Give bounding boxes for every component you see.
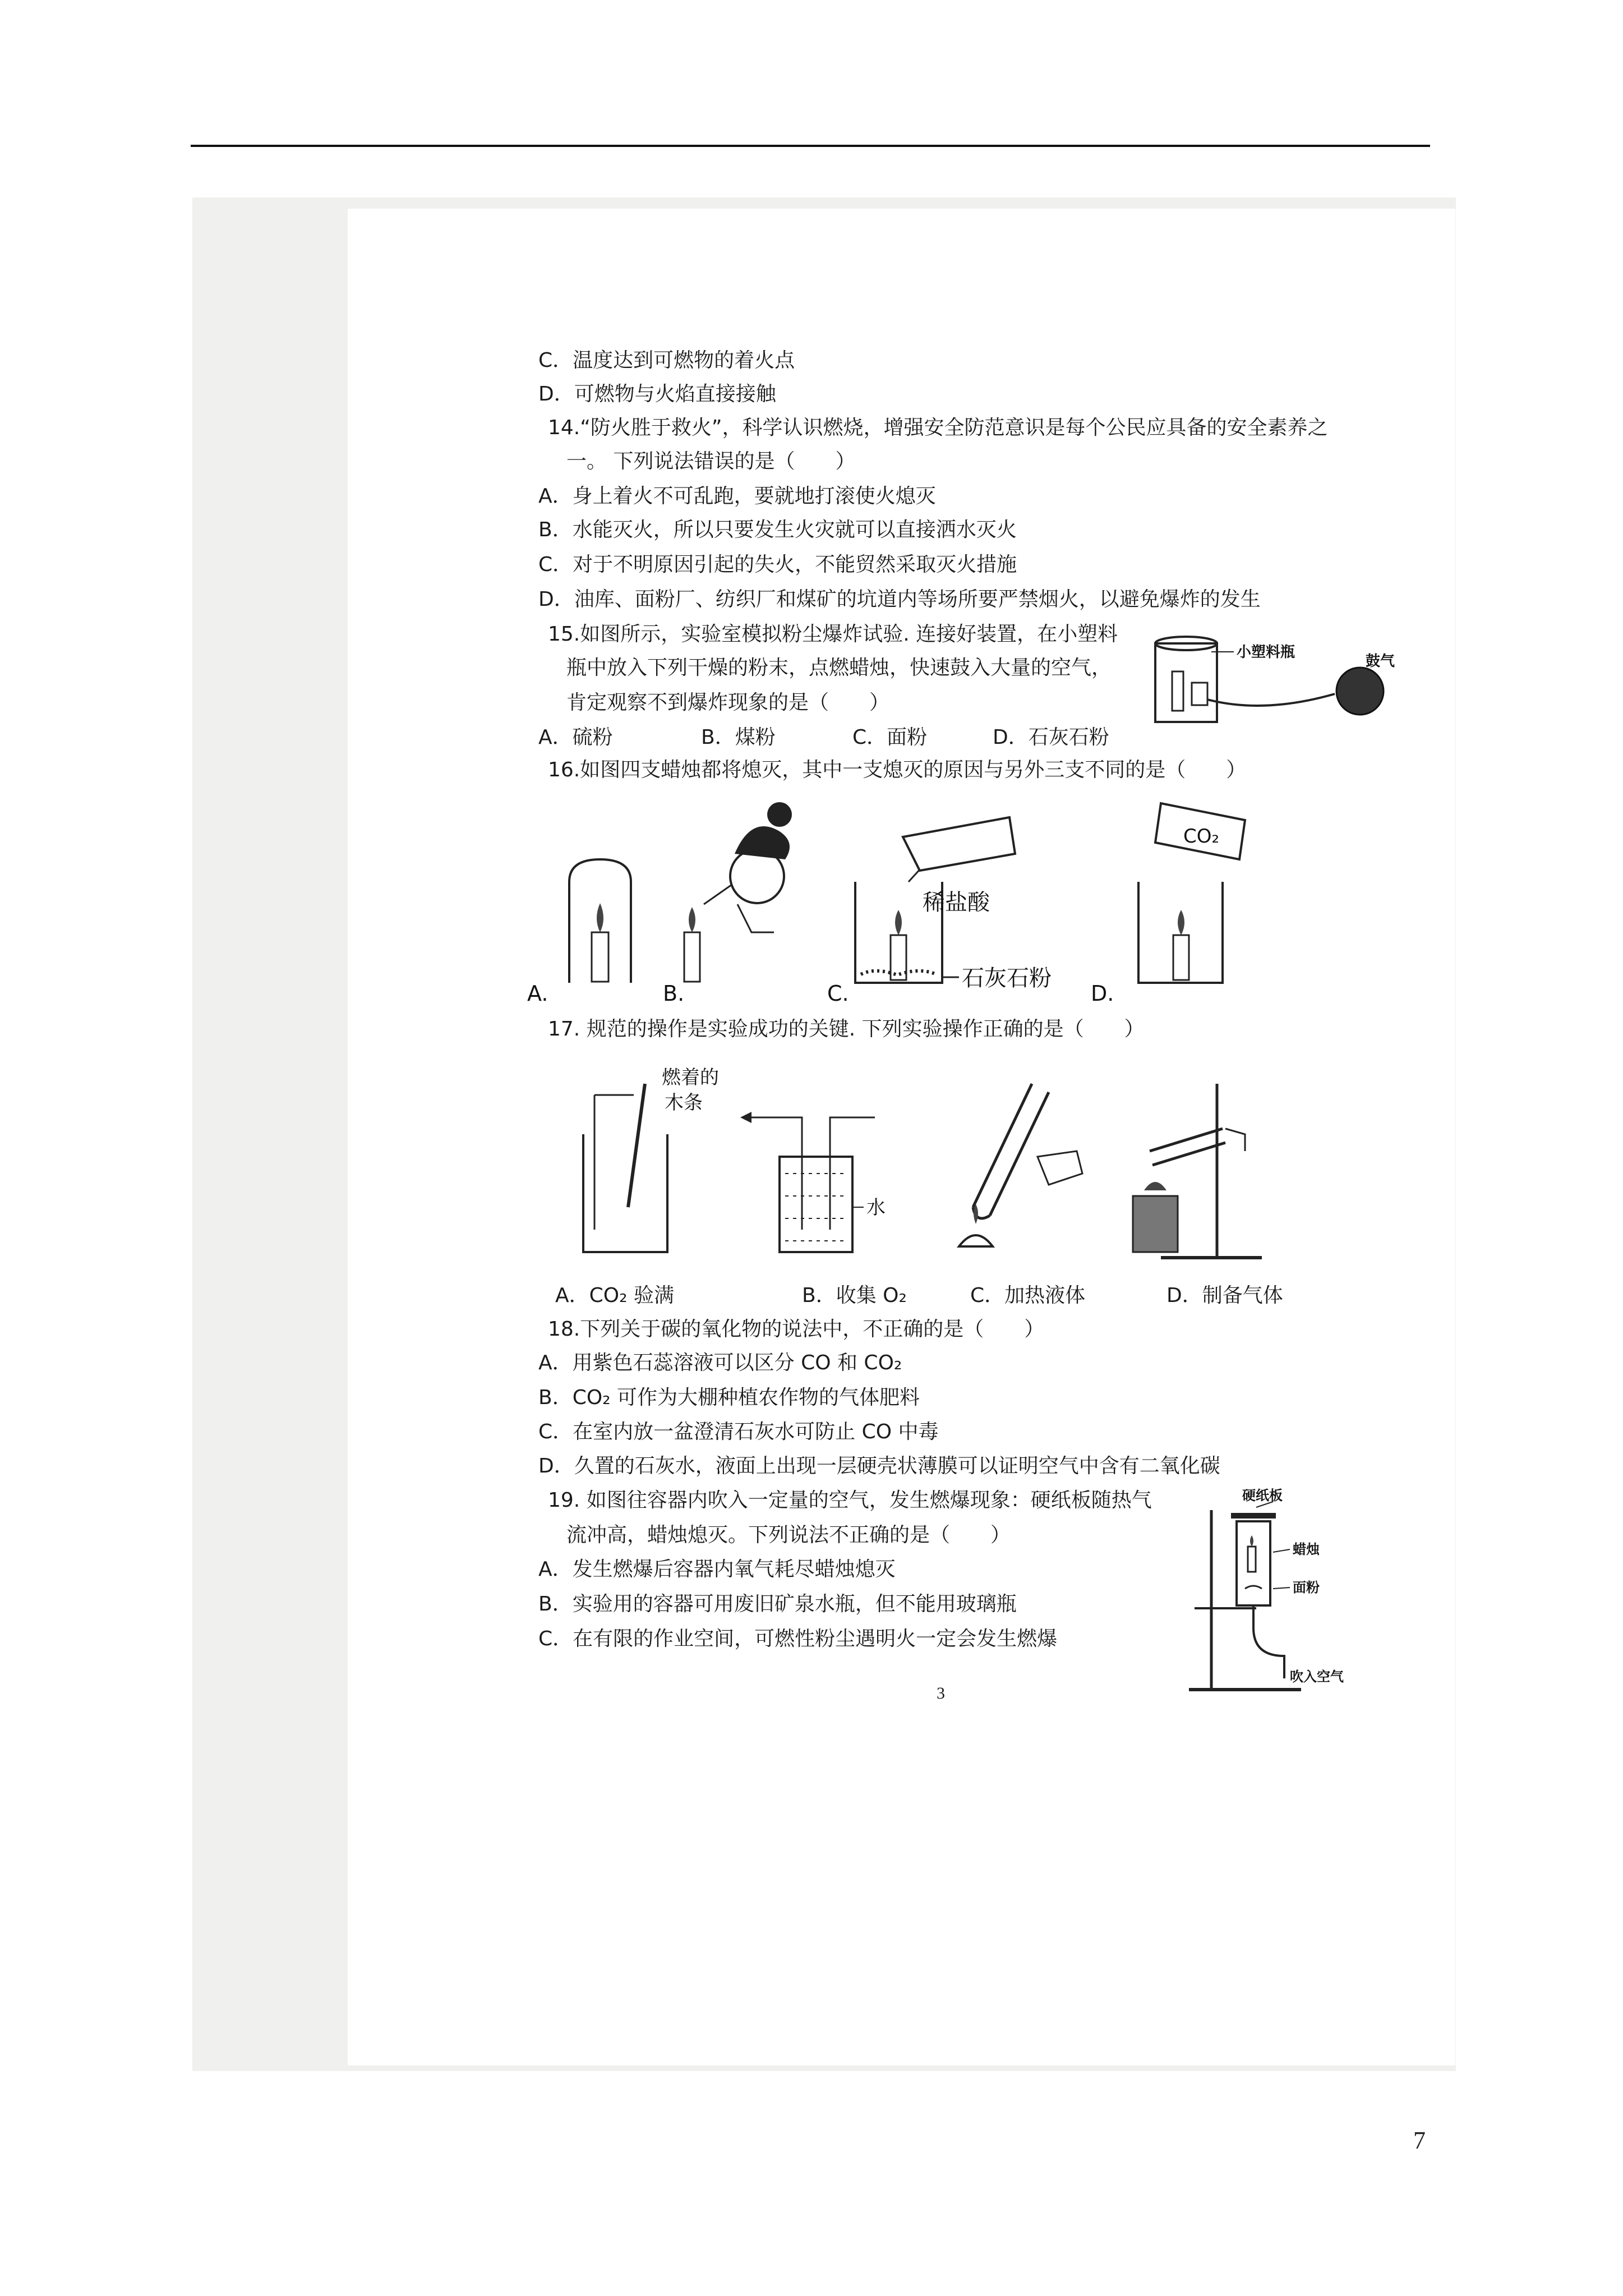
- q19-stem-line1: 19. 如图往容器内吹入一定量的空气，发生燃爆现象：硬纸板随热气: [548, 1489, 1152, 1512]
- q15-tube: [1207, 694, 1335, 706]
- q17-option-a: A．CO₂ 验满: [555, 1284, 674, 1307]
- q18-option-a: A．用紫色石蕊溶液可以区分 CO 和 CO₂: [538, 1351, 902, 1374]
- q17-fig-b: [740, 1112, 886, 1252]
- q13-option-c: C．温度达到可燃物的着火点: [538, 349, 795, 372]
- q16-candle-c: [855, 817, 1052, 991]
- q14-option-a: A．身上着火不可乱跑，要就地打滚使火熄灭: [538, 485, 936, 508]
- q19-cardboard: [1231, 1513, 1276, 1519]
- q19-label-candle: 蜡烛: [1293, 1542, 1320, 1557]
- q16-label-a: A.: [527, 981, 548, 1006]
- q16-stem: 16.如图四支蜡烛都将熄灭，其中一支熄灭的原因与另外三支不同的是（ ）: [548, 758, 1247, 781]
- q18-option-c: C．在室内放一盆澄清石灰水可防止 CO 中毒: [538, 1420, 939, 1443]
- q17-label-water: 水: [866, 1197, 886, 1219]
- q19-stem-line2: 流冲高，蜡烛熄灭。下列说法不正确的是（ ）: [566, 1524, 1011, 1547]
- q15-dust-explosion-figure: [1150, 621, 1430, 728]
- q15-stem-line3: 肯定观察不到爆炸现象的是（ ）: [566, 691, 890, 714]
- q15-label-air: 鼓气: [1366, 653, 1395, 670]
- q15-label-bottle: 小塑料瓶: [1237, 644, 1295, 661]
- q16-candle-a: [569, 859, 631, 983]
- q16-candle-d: [1138, 803, 1245, 983]
- q15-stem-line2: 瓶中放入下列干燥的粉末，点燃蜡烛，快速鼓入大量的空气，: [566, 656, 1112, 679]
- q19-dust-apparatus-figure: [1189, 1488, 1424, 1712]
- top-rule: [191, 145, 1430, 147]
- sheet-content: [348, 209, 1455, 2065]
- q17-operations-figure: [572, 1061, 1385, 1274]
- q16-label-limestone: 石灰石粉: [962, 965, 1052, 991]
- q16-label-co2: CO₂: [1183, 825, 1220, 848]
- scanned-sheet: [348, 209, 1455, 2065]
- q15-option-b: B．煤粉: [701, 726, 776, 749]
- q15-stem-line1: 15.如图所示，实验室模拟粉尘爆炸试验. 连接好装置，在小塑料: [548, 623, 1118, 646]
- q17-fig-d: [1133, 1084, 1262, 1258]
- q19-label-blow: 吹入空气: [1290, 1669, 1344, 1685]
- page-number: 7: [1413, 2127, 1426, 2154]
- q15-air-bulb: [1336, 668, 1384, 715]
- q17-option-b: B．收集 O₂: [802, 1284, 907, 1307]
- q15-candle: [1172, 671, 1183, 711]
- q15-small-bottle: [1192, 683, 1207, 705]
- q15-option-c: C．面粉: [852, 726, 928, 749]
- q18-option-d: D．久置的石灰水，液面上出现一层硬壳状薄膜可以证明空气中含有二氧化碳: [538, 1455, 1220, 1478]
- q17-label-stick-2: 木条: [665, 1092, 703, 1114]
- q17-label-stick-1: 燃着的: [662, 1066, 719, 1089]
- q18-stem: 18.下列关于碳的氧化物的说法中，不正确的是（ ）: [548, 1318, 1045, 1341]
- q17-stem: 17. 规范的操作是实验成功的关键. 下列实验操作正确的是（ ）: [548, 1018, 1145, 1041]
- q14-stem-line1: 14.“防火胜于救火”，科学认识燃烧，增强安全防范意识是每个公民应具备的安全素养之: [548, 416, 1328, 439]
- q17-burning-stick: [628, 1084, 645, 1207]
- q17-option-c: C．加热液体: [970, 1284, 1086, 1307]
- q17-option-d: D．制备气体: [1166, 1284, 1283, 1307]
- q14-stem-line2: 一。 下列说法错误的是（ ）: [566, 450, 856, 473]
- q19-candle: [1248, 1547, 1256, 1572]
- q14-option-c: C．对于不明原因引起的失火，不能贸然采取灭火措施: [538, 553, 1017, 576]
- q19-option-b: B．实验用的容器可用废旧矿泉水瓶，但不能用玻璃瓶: [538, 1593, 1017, 1616]
- q14-option-b: B．水能灭火，所以只要发生火灾就可以直接洒水灭火: [538, 518, 1017, 541]
- q19-option-a: A．发生燃爆后容器内氧气耗尽蜡烛熄灭: [538, 1558, 896, 1581]
- q16-acid-bottle: [903, 817, 1015, 871]
- q16-candle-b: [684, 802, 792, 982]
- q16-label-c: C.: [827, 981, 849, 1006]
- q17-fig-a: [583, 1066, 719, 1252]
- q15-option-d: D．石灰石粉: [993, 726, 1109, 749]
- q19-label-flour: 面粉: [1293, 1580, 1320, 1595]
- q17-alcohol-lamp: [959, 1235, 993, 1246]
- q15-option-a: A．硫粉: [538, 726, 613, 749]
- q19-option-c: C．在有限的作业空间，可燃性粉尘遇明火一定会发生燃爆: [538, 1627, 1058, 1650]
- q16-label-b: B.: [663, 981, 685, 1006]
- q18-option-b: B．CO₂ 可作为大棚种植农作物的气体肥料: [538, 1386, 920, 1409]
- q16-label-acid: 稀盐酸: [923, 890, 990, 915]
- q17-fig-c: [959, 1084, 1082, 1246]
- scan-page-number: 3: [937, 1684, 945, 1703]
- q19-container: [1237, 1521, 1270, 1605]
- q13-option-d: D．可燃物与火焰直接接触: [538, 383, 776, 406]
- q16-candles-figure: [516, 792, 1441, 1016]
- q19-label-board: 硬纸板: [1242, 1488, 1283, 1503]
- q14-option-d: D．油库、面粉厂、纺织厂和煤矿的坑道内等场所要严禁烟火，以避免爆炸的发生: [538, 588, 1261, 611]
- q16-label-d: D.: [1091, 981, 1114, 1006]
